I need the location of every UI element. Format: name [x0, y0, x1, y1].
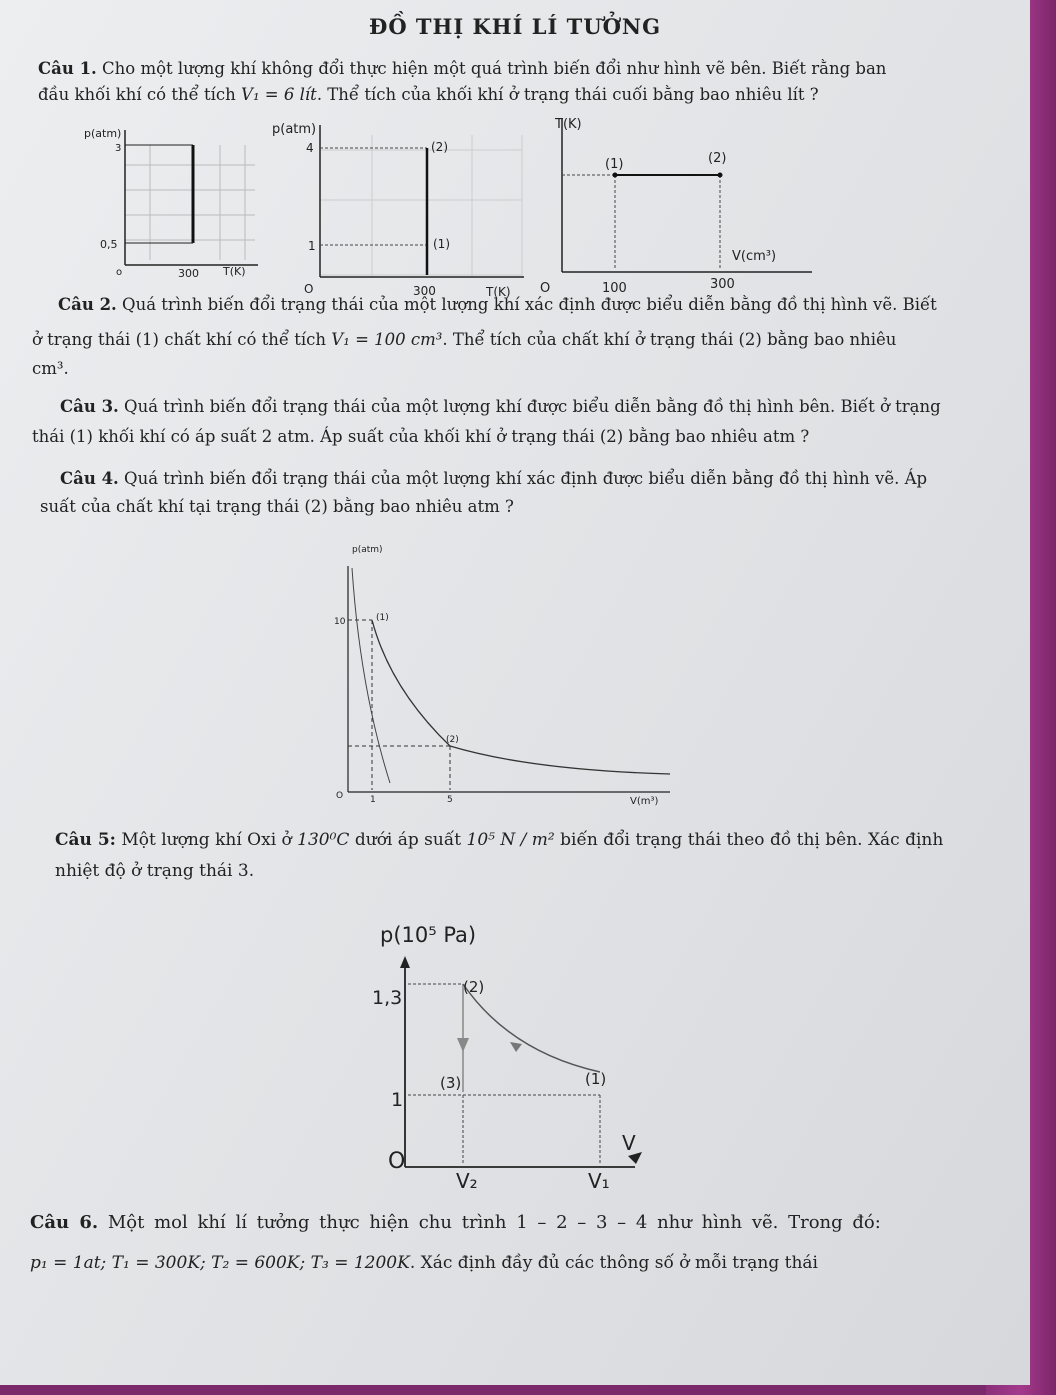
graph5-xlabel: V	[622, 1131, 636, 1155]
graph3-xlabel: V(cm³)	[732, 249, 777, 264]
graph5-origin: O	[388, 1149, 406, 1174]
q3-line1	[60, 394, 941, 420]
graph2-ylabel: p(atm)	[272, 122, 317, 137]
graph2-p-T	[272, 115, 542, 305]
q5-line2: nhiệt độ ở trạng thái 3.	[55, 861, 255, 881]
q1-text-a: Cho một lượng khí không đổi thực hiện một quá trình biến đổi như hình vẽ bên. Biết rằng ban	[96, 59, 887, 78]
graph4-point1-label: (1)	[376, 613, 389, 623]
q4-line2: suất của chất khí tại trạng thái (2) bằng bao nhiêu atm ?	[40, 497, 514, 516]
graph5-y-bottom: 1	[391, 1089, 404, 1111]
q2-text-c: . Thể tích của chất khí ở trạng thái (2) bằng bao nhiêu	[442, 330, 897, 349]
q5-label: Câu 5:	[55, 830, 116, 850]
graph5-ylabel: p(10⁵ Pa)	[380, 923, 477, 947]
graph1-y-bottom: 0,5	[100, 238, 118, 251]
graph2-origin: O	[304, 282, 314, 296]
q1-line1	[38, 56, 886, 82]
graph4-xlabel: V(m³)	[630, 796, 659, 807]
q1-text-b: đầu khối khí có thể tích	[38, 85, 242, 104]
graph1-xlabel: T(K)	[223, 265, 246, 278]
graph4-x-tick1: 1	[370, 795, 376, 805]
q6-line1	[30, 1210, 881, 1236]
page-title: ĐỒ THỊ KHÍ LÍ TƯỞNG	[368, 14, 662, 39]
graph3-point1-label: (1)	[605, 157, 624, 172]
graph4-p-V	[330, 538, 690, 808]
q5-text-c: biến đổi trạng thái theo đồ thị bên. Xác định	[554, 830, 944, 850]
graph4-point2-label: (2)	[446, 735, 459, 745]
graph2-y-top: 4	[306, 141, 314, 155]
graph2-xlabel: T(K)	[486, 285, 511, 299]
graph2-x-tick: 300	[413, 284, 436, 298]
graph2-point1-label: (1)	[433, 237, 450, 251]
q5-temperature: 130⁰C	[297, 830, 350, 850]
graph3-x-tick2: 300	[710, 277, 735, 292]
graph1-p-T	[80, 115, 270, 285]
graph4-ylabel: p(atm)	[352, 545, 383, 555]
q2-formula: V₁ = 100 cm³	[331, 330, 443, 349]
q2-line2	[32, 327, 896, 353]
graph5-point1-label: (1)	[585, 1070, 607, 1088]
graph4-x-tick2: 5	[447, 795, 453, 805]
q2-text-b: ở trạng thái (1) chất khí có thể tích	[32, 330, 332, 349]
graph3-x-tick1: 100	[602, 281, 627, 295]
q2-text-a: Quá trình biến đổi trạng thái của một lượng khí xác định được biểu diễn bằng đồ thị hình vẽ. Biết	[116, 295, 937, 314]
graph4-isotherm-curve	[372, 620, 670, 774]
graph3-origin: O	[540, 281, 551, 295]
graph4-origin: O	[336, 791, 344, 801]
graph1-ylabel: p(atm)	[84, 127, 122, 140]
graph3-point2-label: (2)	[708, 151, 727, 166]
graph1-origin: o	[116, 267, 123, 278]
q6-line2	[30, 1250, 818, 1276]
q4-line1	[60, 466, 927, 492]
graph1-y-top: 3	[115, 143, 122, 154]
q6-label: Câu 6.	[30, 1212, 99, 1233]
graph2-point2-label: (2)	[431, 140, 448, 154]
graph3-ylabel: T(K)	[555, 117, 582, 132]
graph5-isotherm-curve	[463, 984, 600, 1072]
q5-text-b: dưới áp suất	[349, 830, 467, 850]
q1-label: Câu 1.	[38, 59, 97, 78]
graph5-x-tick1: V₁	[588, 1169, 610, 1193]
q3-label: Câu 3.	[60, 397, 119, 416]
q1-formula: V₁ = 6 lít	[241, 85, 317, 104]
graph5-y-top: 1,3	[372, 987, 403, 1009]
q5-line1	[55, 827, 943, 853]
graph3-T-V	[540, 110, 820, 295]
graph5-p-V	[360, 912, 660, 1202]
q1-line2	[38, 82, 819, 108]
graph2-y-bottom: 1	[308, 239, 316, 253]
graph1-x-tick: 300	[178, 267, 199, 280]
q5-pressure: 10⁵ N / m²	[466, 830, 555, 850]
q2-label: Câu 2.	[58, 295, 117, 314]
q6-text-b: . Xác định đầy đủ các thông số ở mỗi trạng thái	[409, 1253, 818, 1273]
graph5-point3-label: (3)	[440, 1074, 462, 1092]
q5-text-a: Một lượng khí Oxi ở	[115, 830, 298, 850]
graph4-y-tick: 10	[334, 617, 346, 627]
q1-text-c: . Thể tích của khối khí ở trạng thái cuối bằng bao nhiêu lít ?	[316, 85, 819, 104]
q4-label: Câu 4.	[60, 469, 119, 488]
graph5-point2-label: (2)	[463, 978, 485, 996]
q6-formula: p₁ = 1at; T₁ = 300K; T₂ = 600K; T₃ = 1200K	[30, 1253, 410, 1273]
graph5-x-tick2: V₂	[456, 1169, 478, 1193]
q4-text-a: Quá trình biến đổi trạng thái của một lượng khí xác định được biểu diễn bằng đồ thị hình vẽ. Áp	[118, 469, 928, 488]
q6-text-a: Một mol khí lí tưởng thực hiện chu trình 1 – 2 – 3 – 4 như hình vẽ. Trong đó:	[98, 1212, 881, 1233]
q2-line3: cm³.	[32, 359, 69, 378]
q3-text-a: Quá trình biến đổi trạng thái của một lượng khí được biểu diễn bằng đồ thị hình bên. Biết ở trạng	[118, 397, 941, 416]
q3-line2: thái (1) khối khí có áp suất 2 atm. Áp suất của khối khí ở trạng thái (2) bằng bao nhiêu atm ?	[32, 427, 810, 446]
q2-line1	[58, 292, 937, 318]
